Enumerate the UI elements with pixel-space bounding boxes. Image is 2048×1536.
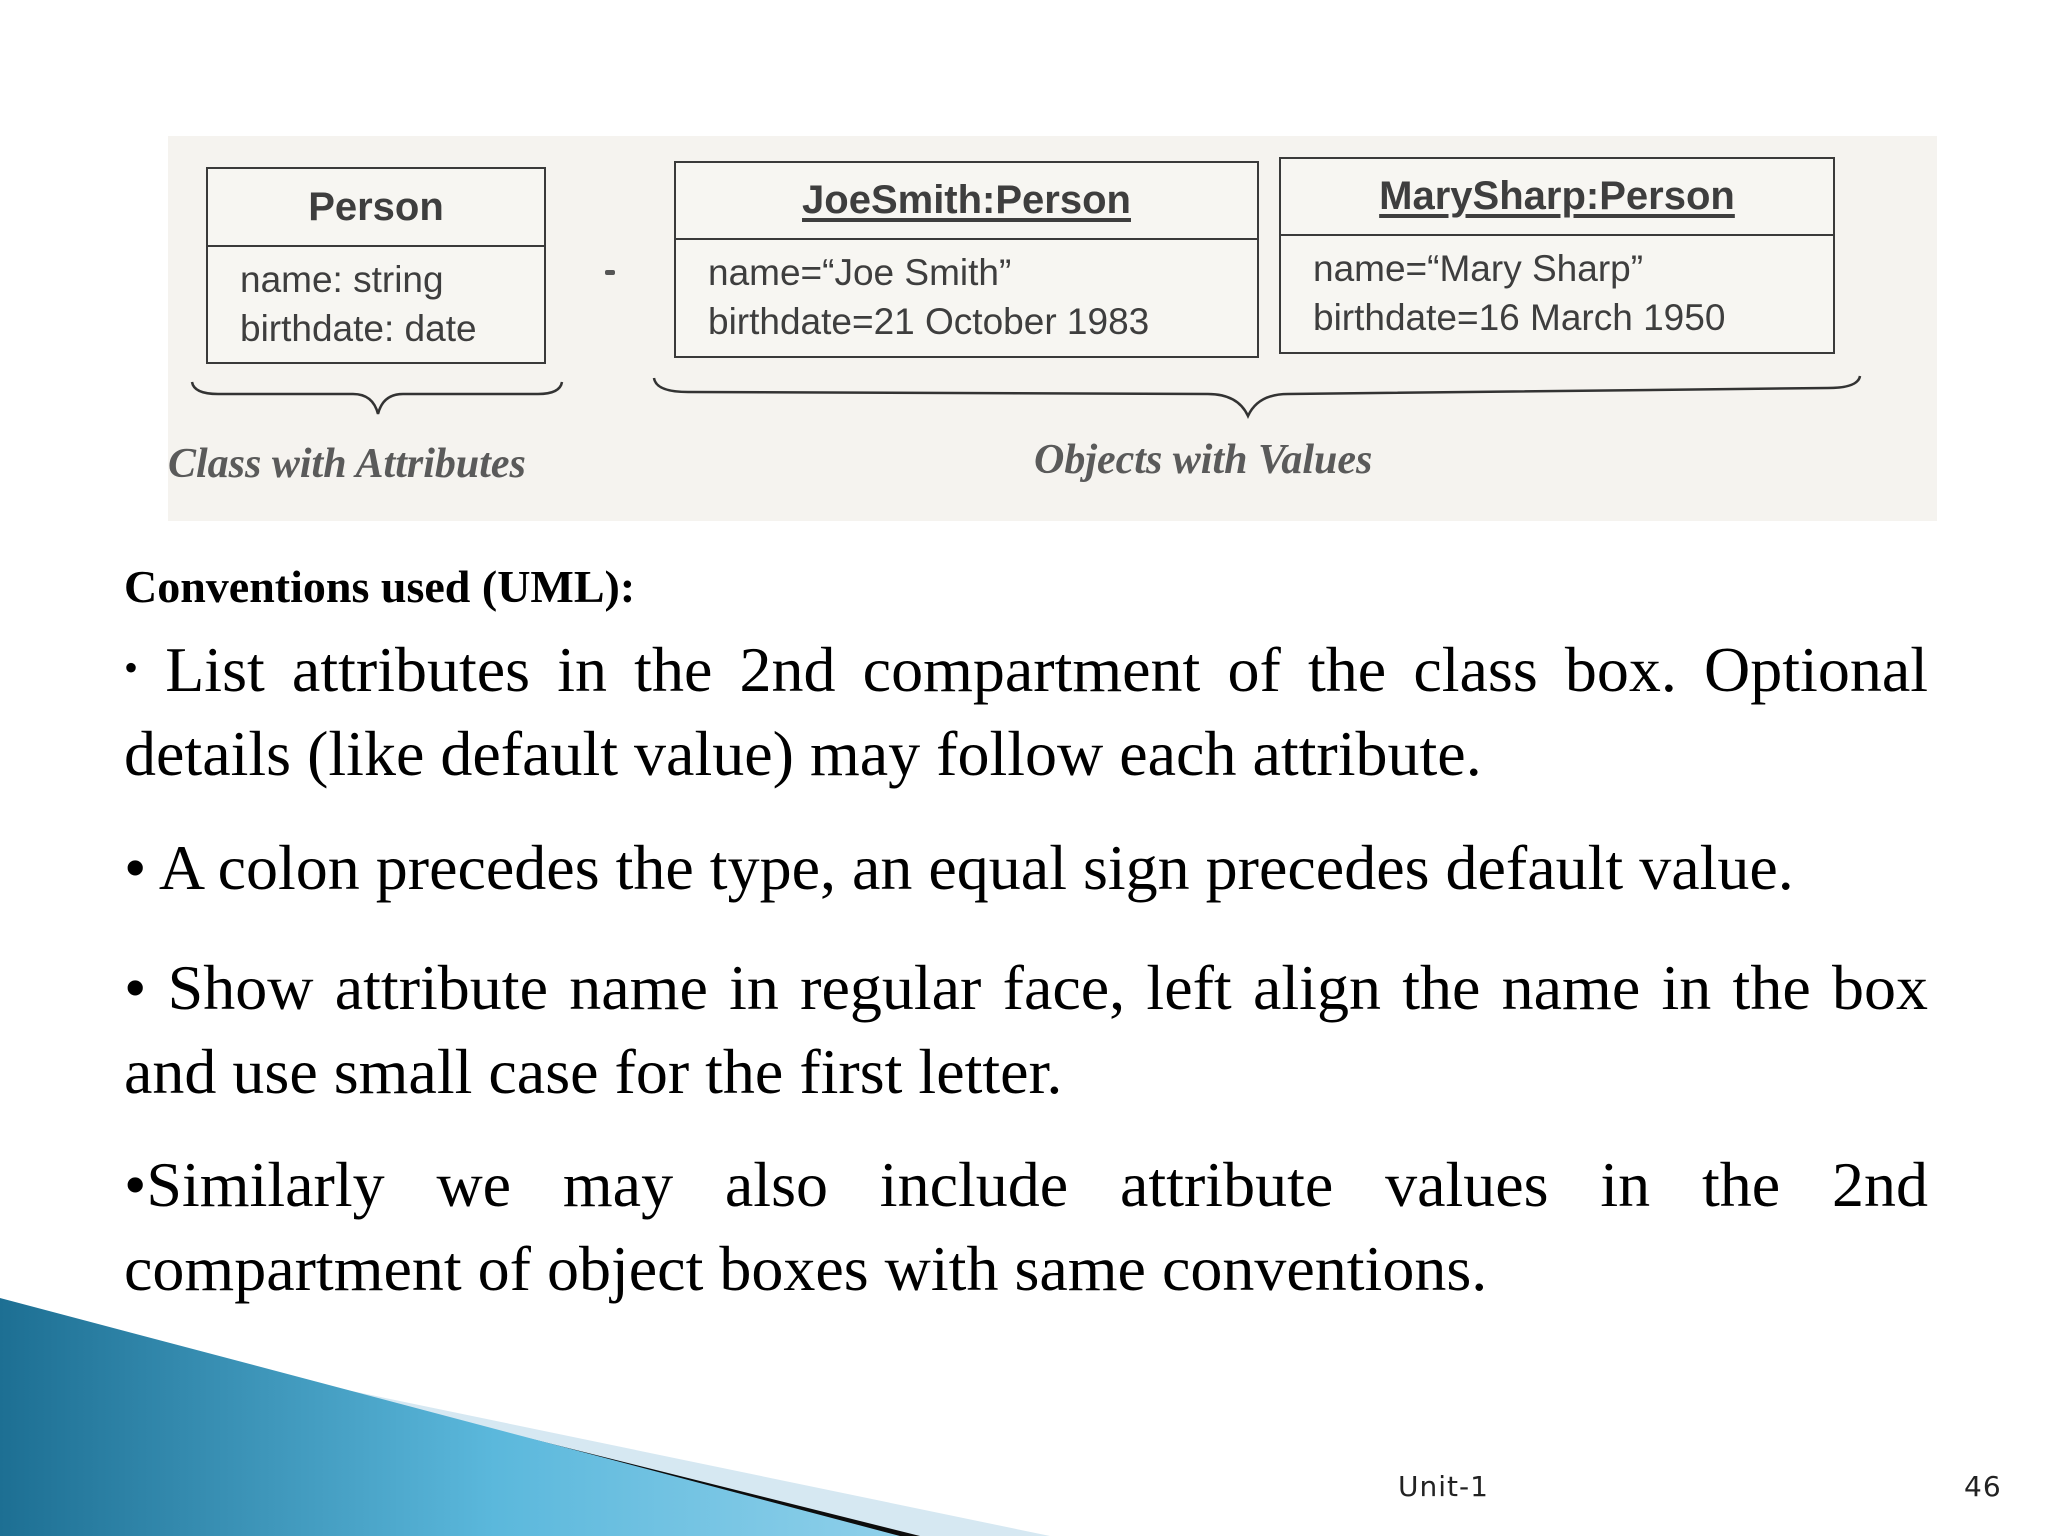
- class-attribute: name: string: [240, 259, 444, 300]
- object-value: birthdate=21 October 1983: [708, 301, 1150, 342]
- blue-wedge: [0, 1298, 900, 1536]
- bullet-marker: •: [124, 645, 139, 690]
- object-value: name=“Mary Sharp”: [1313, 248, 1644, 289]
- class-name: Person: [208, 169, 544, 247]
- object-name-text: JoeSmith:Person: [802, 178, 1131, 222]
- objects-caption: Objects with Values: [1034, 437, 1373, 483]
- bullet-text: List attributes in the 2nd compartment of the class box. Optional details (like default value) may follow each attribute.: [124, 634, 1929, 789]
- object-name-text: MarySharp:Person: [1379, 174, 1735, 218]
- bullet-item-3: • Show attribute name in regular face, left align the name in the box and use small case for the first letter.: [124, 952, 1928, 1107]
- class-caption: Class with Attributes: [168, 441, 526, 487]
- object-value: name=“Joe Smith”: [708, 252, 1012, 293]
- bullet-item-4: •Similarly we may also include attribute values in the 2nd compartment of object boxes with same conventions.: [124, 1149, 1928, 1304]
- footer-unit: Unit-1: [1398, 1470, 1489, 1503]
- conventions-heading: Conventions used (UML):: [124, 561, 636, 612]
- page-number: 46: [1964, 1470, 2002, 1503]
- bullet-item-2: • A colon precedes the type, an equal sign precedes default value.: [124, 832, 1794, 903]
- object-value: birthdate=16 March 1950: [1313, 297, 1726, 338]
- class-attribute: birthdate: date: [240, 308, 477, 349]
